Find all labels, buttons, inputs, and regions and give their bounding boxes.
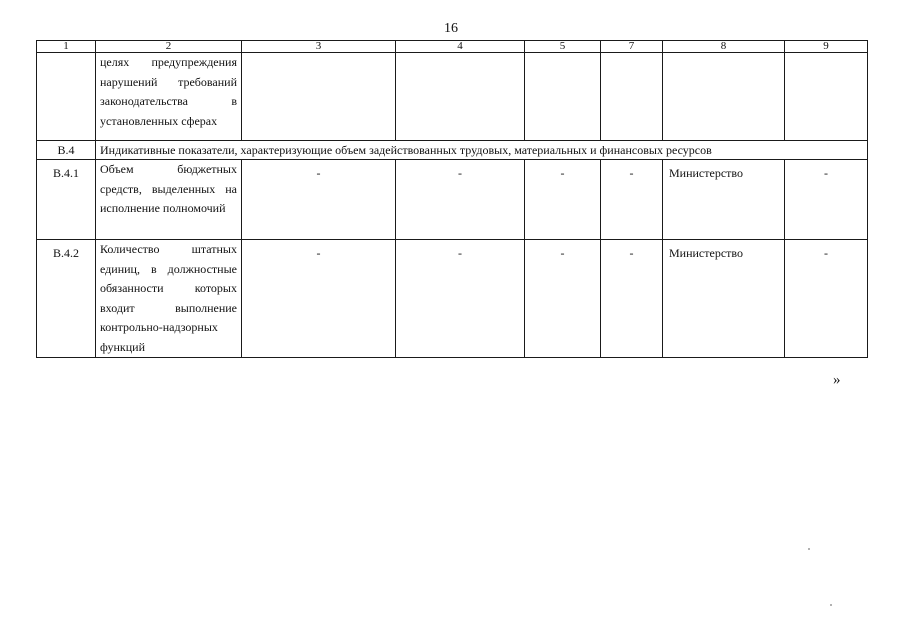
row-col4: - — [396, 240, 525, 358]
row-col7: - — [601, 240, 663, 358]
row-col9: - — [785, 240, 868, 358]
row-col9: - — [785, 160, 868, 240]
table-header — [37, 41, 868, 53]
empty-cell — [663, 53, 785, 141]
row-code: В.4.2 — [37, 240, 96, 358]
scan-speck — [808, 548, 810, 550]
section-code: В.4 — [37, 141, 96, 160]
scan-speck — [830, 604, 832, 606]
page-number: 16 — [444, 21, 458, 36]
row-col5: - — [525, 240, 601, 358]
row-col3: - — [242, 160, 396, 240]
empty-cell — [525, 53, 601, 141]
header-col-4: 4 — [396, 41, 525, 53]
header-col-1: 1 — [37, 41, 96, 53]
empty-cell — [242, 53, 396, 141]
row-col4: - — [396, 160, 525, 240]
section-title: Индикативные показатели, характеризующие объем задействованных трудовых, материальных и финансовых ресурсов — [96, 141, 868, 160]
empty-cell — [785, 53, 868, 141]
continuation-name: целях предупреждения нарушений требований законодательства в установленных сферах — [96, 53, 242, 141]
row-col8: Министерство — [663, 160, 785, 240]
row-code: В.4.1 — [37, 160, 96, 240]
table-row — [37, 160, 868, 240]
row-col5: - — [525, 160, 601, 240]
header-col-2: 2 — [96, 41, 242, 53]
header-col-9: 9 — [785, 41, 868, 53]
header-col-7: 7 — [601, 41, 663, 53]
table-row — [37, 240, 868, 358]
continuation-row — [37, 53, 868, 141]
header-col-5: 5 — [525, 41, 601, 53]
continuation-code — [37, 53, 96, 141]
header-col-8: 8 — [663, 41, 785, 53]
row-col8: Министерство — [663, 240, 785, 358]
empty-cell — [601, 53, 663, 141]
closing-quote: » — [833, 372, 841, 388]
section-row — [37, 141, 868, 160]
row-col3: - — [242, 240, 396, 358]
row-name: Объем бюджетных средств, выделенных на исполнение полномочий — [96, 160, 242, 240]
empty-cell — [396, 53, 525, 141]
indicator-table — [36, 40, 868, 358]
row-name: Количество штатных единиц, в должностные обязанности которых входит выполнение контрольно-надзорных функций — [96, 240, 242, 358]
header-col-3: 3 — [242, 41, 396, 53]
row-col7: - — [601, 160, 663, 240]
